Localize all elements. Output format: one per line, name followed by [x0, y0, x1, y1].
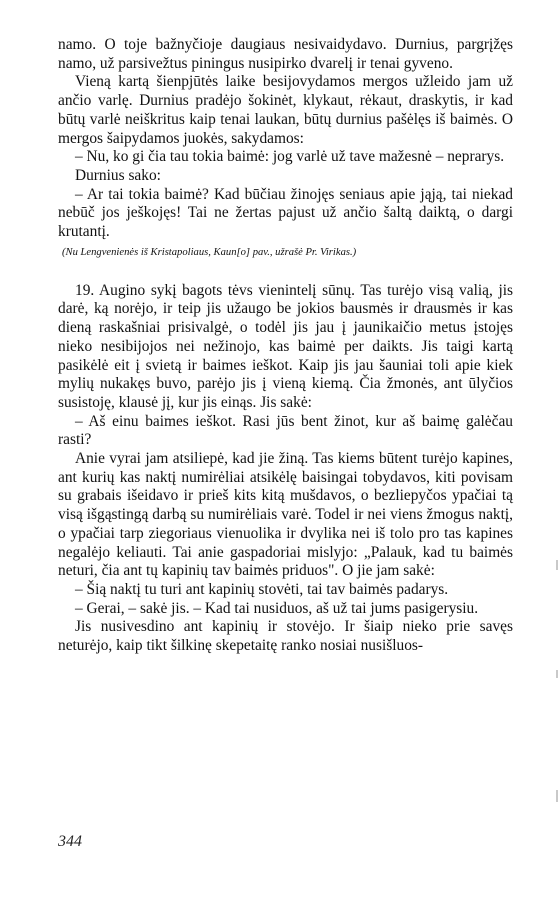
dialogue-line: – Nu, ko gi čia tau tokia baimė: jog varlė už tave mažesnė – neprarys. [75, 148, 505, 166]
dialogue-line: – Gerai, – sakė jis. – Kad tai nusiduos, aš už tai jums pasigerysiu. [75, 599, 479, 617]
tale-19-opening: 19. Augino sykį bagots tėvs vienintelį sūnų. Tas turėjo visą valią, jis darė, ką norėjo, ir teip jis užaugo be jokios bausmės ir drausmės ir kas dieną raskašniai prisivalgė, o todėl jis jau į jaunikaičio metus įstojęs nieko nesibijojos nei nežinojo, kas baimė per daikts. Jis taigi kartą pasikėlė eit į svietą ir baimes ieškot. Kaip jis jau šauniai toli apie kiek mylių nukakęs buvo, parėjo jis į vieną kiemą. Čia žmonės, ant ūlyčios susistoję, klausė jį, kur jis einąs. Jis sakė: [58, 281, 513, 411]
dialogue-line: – Aš einu baimes ieškot. Rasi jūs bent žinot, kur aš baimę galėčau rasti? [58, 412, 513, 449]
dialogue-line: – Ar tai tokia baimė? Kad būčiau žinojęs seniaus apie jąją, tai niekad nebūč jos ješkojęs! Tai ne žertas pajust už ančio šaltą daiktą, o dargi krutantį. [58, 185, 513, 241]
scan-edge-mark [556, 790, 558, 802]
dialogue-line: Durnius sako: [75, 166, 161, 184]
page-number: 344 [58, 833, 82, 850]
paragraph-frog-story: Vieną kartą šienpjūtės laike besijovydamos mergos užleido jam už ančio varlę. Durnius pradėjo šokinėt, klykaut, rėkaut, draskytis, ir kad būtų varlė neiškritus kaip tenai laukan, būtų durnius pašėlęs iš baimės. O mergos šaipydamos juokės, sakydamos: [58, 73, 513, 147]
dialogue-line: – Šią naktį tu turi ant kapinių stovėti, tai tav baimės padarys. [75, 580, 449, 598]
source-citation: (Nu Lengvenienės iš Kristapoliaus, Kaun[o] pav., užrašė Pr. Virikas.) [62, 246, 357, 258]
scan-edge-mark [556, 560, 558, 570]
scan-edge-mark [556, 670, 558, 678]
paragraph-final: Jis nusivesdino ant kapinių ir stovėjo. Ir šiaip nieko prie savęs neturėjo, kaip tikt šilkinę skepetaitę ranko nosiai nusišluos- [58, 618, 513, 655]
section-gap [58, 260, 513, 282]
book-page [58, 36, 513, 656]
paragraph-continuation: namo. O toje bažnyčioje daugiaus nesivaidydavo. Durnius, pargrįžęs namo, už parsivežtus piningus nusipirko dvarelį ir tenai gyveno. [58, 36, 513, 72]
paragraph-graveyard: Anie vyrai jam atsiliepė, kad jie žiną. Tas kiems būtent turėjo kapines, ant kurių kas naktį numirėliai atsikėlę baisingai tobydavos, kiti povisam su grabais išeidavo ir prieš kits kitą mušdavos, o bezliepyčos ypačiai tą visą išgąstingą darbą su numirėliais varė. Todel ir nei viens žmogus naktį, o ypačiai tarp ziegoriaus vienuolika ir dvylika nei iš tolo pro tas kapines negalėjo keliauti. Tai anie gaspadoriai mislyjo: „Palauk, kad tu baimės neturi, čia ant tų kapinių tav baimės priduos". O jie jam sakė: [58, 450, 513, 580]
